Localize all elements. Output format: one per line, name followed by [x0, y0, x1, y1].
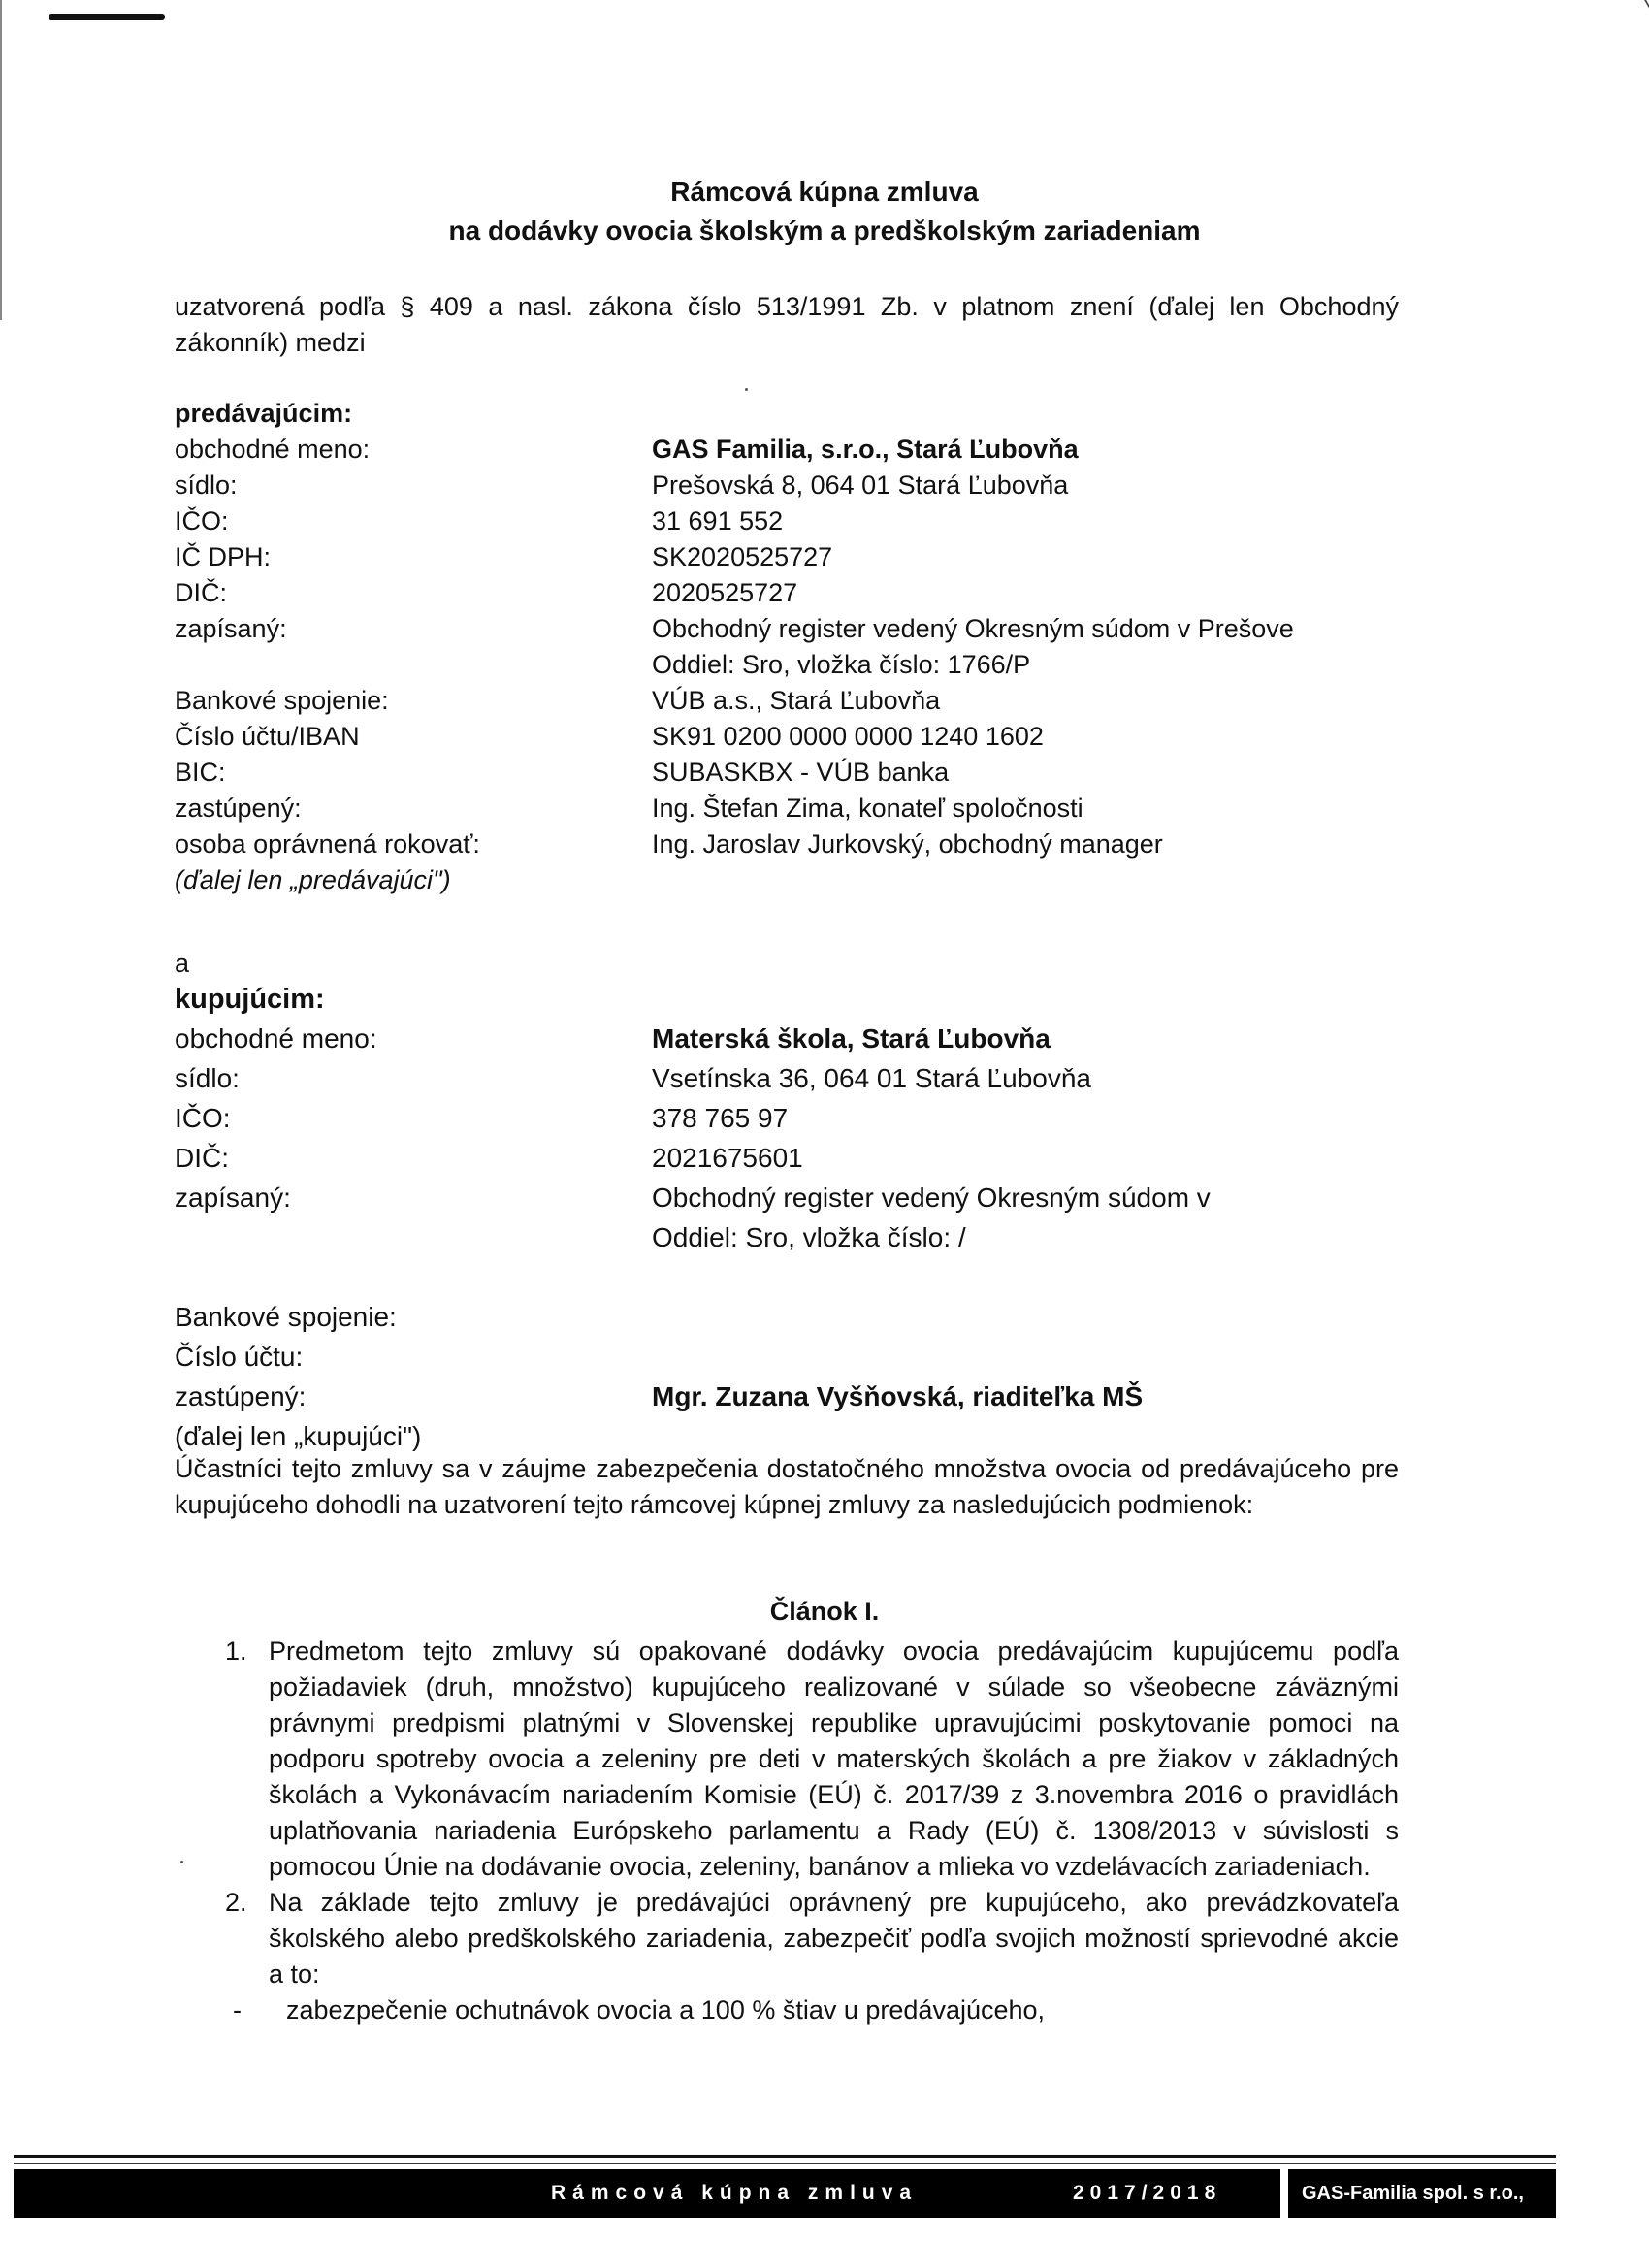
- article-list: [175, 1634, 1399, 2028]
- scan-corner-mark: [1634, 0, 1649, 10]
- field-value: 378 765 97: [652, 1103, 789, 1133]
- field-label: DIČ:: [175, 1143, 229, 1173]
- field-label: (ďalej len „kupujúci"): [175, 1421, 422, 1451]
- field-label: zastúpený:: [175, 794, 302, 823]
- field-label: obchodné meno:: [175, 435, 371, 464]
- bullet-text: zabezpečenie ochutnávok ovocia a 100 % štiav u predávajúceho,: [286, 1995, 1046, 2025]
- footer-year: 2017/2018: [1073, 2182, 1222, 2204]
- footer-title: Rámcová kúpna zmluva: [551, 2182, 919, 2204]
- field-label: osoba oprávnená rokovať:: [175, 829, 480, 859]
- footer-bar: [14, 2169, 1556, 2218]
- field-value: GAS Familia, s.r.o., Stará Ľubovňa: [652, 435, 1079, 464]
- field-value: 2021675601: [652, 1143, 803, 1173]
- field-label: IČO:: [175, 1103, 231, 1133]
- scan-mark: [48, 14, 165, 20]
- article-heading: Článok I.: [769, 1597, 880, 1626]
- field-label: obchodné meno:: [175, 1023, 377, 1053]
- list-item: [175, 1885, 1399, 1993]
- field-label: IČO:: [175, 506, 229, 535]
- scan-speck: [180, 1861, 183, 1863]
- bullet-item: [175, 1993, 1399, 2028]
- preamble-paragraph: Účastníci tejto zmluvy sa v záujme zabezpečenia dostatočného množstva ovocia od predávajúceho pre kupujúceho dohodli na uzatvorení tejto rámcovej kúpnej zmluvy za nasledujúcich podmienok:: [175, 1454, 1399, 1519]
- footer-company: GAS-Familia spol. s r.o.,: [1302, 2182, 1524, 2204]
- field-value: Prešovská 8, 064 01 Stará Ľubovňa: [652, 470, 1069, 500]
- list-item-number: 2.: [225, 1888, 247, 1917]
- list-item-text: Predmetom tejto zmluvy sú opakované dodávky ovocia predávajúcim kupujúcemu podľa požiadaviek (druh, množstvo) kupujúceho realizované v súlade so všeobecne záväznými právnymi predpismi platnými v Slovenskej republike upravujúcimi poskytovanie pomoci na podporu spotreby ovocia a zeleniny pre deti v materských školách a pre žiakov v základných školách a Vykonávacím nariadením Komisie (EÚ) č. 2017/39 z 3.novembra 2016 o pravidlách uplatňovania nariadenia Európskeho parlamentu a Rady (EÚ) č. 1308/2013 v súvislosti s pomocou Únie na dodávanie ovocia, zeleniny, banánov a mlieka vo vzdelávacích zariadeniach.: [269, 1636, 1399, 1881]
- list-item-text: Na základe tejto zmluvy je predávajúci oprávnený pre kupujúceho, ako prevádzkovateľa školského alebo predškolského zariadenia, zabezpečiť podľa svojich možností sprievodné akcie a to:: [269, 1888, 1399, 1989]
- field-value: SUBASKBX - VÚB banka: [652, 758, 950, 787]
- field-label: Číslo účtu/IBAN: [175, 722, 360, 751]
- field-label: zapísaný:: [175, 614, 287, 643]
- field-value: Materská škola, Stará Ľubovňa: [652, 1023, 1051, 1053]
- footer-rule: [14, 2155, 1556, 2158]
- conjunction: a: [175, 949, 190, 978]
- list-item-number: 1.: [225, 1636, 247, 1666]
- footer-separator: [1280, 2169, 1288, 2218]
- seller-heading: predávajúcim:: [175, 399, 353, 428]
- footer-rule-thin: [14, 2163, 1556, 2164]
- field-value: VÚB a.s., Stará Ľubovňa: [652, 686, 941, 715]
- field-label: zapísaný:: [175, 1183, 291, 1213]
- field-value: Ing. Jaroslav Jurkovský, obchodný manager: [652, 829, 1163, 859]
- field-value: Oddiel: Sro, vložka číslo: 1766/P: [652, 650, 1031, 679]
- field-value: Mgr. Zuzana Vyšňovská, riaditeľka MŠ: [652, 1381, 1144, 1411]
- field-value: Oddiel: Sro, vložka číslo: /: [652, 1222, 966, 1252]
- field-label: IČ DPH:: [175, 542, 272, 571]
- field-label: DIČ:: [175, 578, 227, 607]
- field-value: Obchodný register vedený Okresným súdom v: [652, 1183, 1211, 1213]
- document-title: Rámcová kúpna zmluva: [670, 177, 979, 207]
- field-value: 31 691 552: [652, 506, 784, 535]
- list-item: [175, 1634, 1399, 1885]
- field-label: sídlo:: [175, 470, 238, 500]
- field-label: Bankové spojenie:: [175, 686, 389, 715]
- field-value: 2020525727: [652, 578, 798, 607]
- field-label: Číslo účtu:: [175, 1342, 304, 1372]
- intro-paragraph: uzatvorená podľa § 409 a nasl. zákona číslo 513/1991 Zb. v platnom znení (ďalej len Obchodný zákonník) medzi: [175, 292, 1399, 357]
- document-subtitle: na dodávky ovocia školským a predškolským zariadeniam: [448, 215, 1201, 245]
- field-label: sídlo:: [175, 1063, 240, 1093]
- scan-edge-line: [0, 0, 2, 320]
- buyer-heading: kupujúcim:: [175, 984, 325, 1015]
- scan-speck: [745, 388, 748, 391]
- field-label: BIC:: [175, 758, 226, 787]
- field-value: Ing. Štefan Zima, konateľ spoločnosti: [652, 794, 1083, 823]
- bullet-dash: -: [233, 1995, 242, 2025]
- field-value: Obchodný register vedený Okresným súdom v Prešove: [652, 614, 1294, 643]
- seller-alias: (ďalej len „predávajúci"): [175, 865, 451, 894]
- field-value: SK91 0200 0000 0000 1240 1602: [652, 722, 1044, 751]
- field-value: SK2020525727: [652, 542, 833, 571]
- field-label: zastúpený:: [175, 1381, 307, 1411]
- field-value: Vsetínska 36, 064 01 Stará Ľubovňa: [652, 1063, 1091, 1093]
- field-label: Bankové spojenie:: [175, 1302, 397, 1332]
